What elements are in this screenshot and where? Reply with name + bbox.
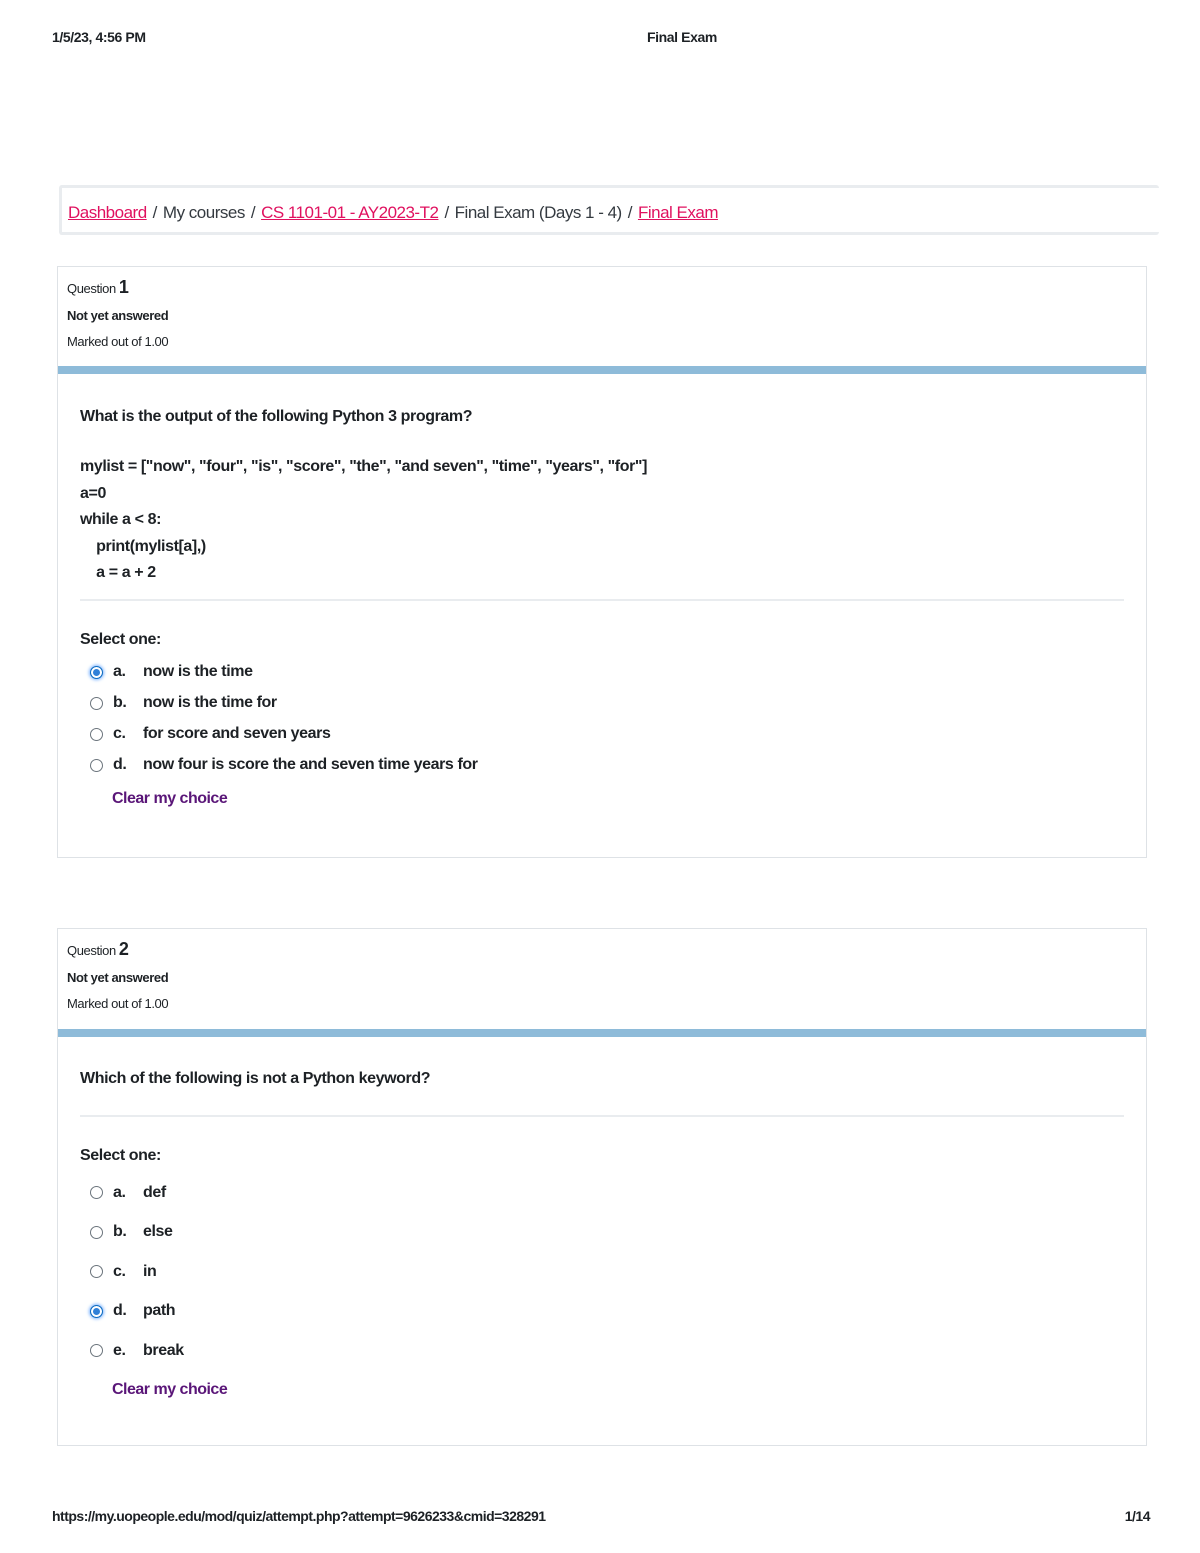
answer-text: now is the time <box>143 663 253 680</box>
question-divider <box>80 1115 1124 1117</box>
breadcrumb-dashboard-link[interactable]: Dashboard <box>68 203 147 222</box>
answer-text: now is the time for <box>143 694 277 711</box>
answer-list <box>80 1173 1124 1371</box>
breadcrumb-separator: / <box>444 203 449 222</box>
question-card-1 <box>57 266 1147 858</box>
answer-letter: b. <box>113 694 127 711</box>
breadcrumb-separator: / <box>152 203 157 222</box>
print-footer <box>52 1508 1150 1528</box>
answer-option-c[interactable] <box>80 1252 1124 1292</box>
answer-letter: d. <box>113 1302 127 1320</box>
answer-letter: a. <box>113 1183 126 1201</box>
question-card-2 <box>57 928 1147 1446</box>
radio-button-checked[interactable] <box>90 666 103 679</box>
breadcrumb-my-courses: My courses <box>162 203 245 222</box>
question-state: Not yet answered <box>67 970 169 985</box>
question-content <box>80 408 1124 808</box>
print-header <box>52 29 1148 49</box>
answer-list <box>80 657 1124 781</box>
answer-option-c[interactable] <box>80 719 1124 750</box>
answer-option-a[interactable] <box>80 657 1124 688</box>
answer-option-a[interactable] <box>80 1173 1124 1213</box>
question-accent-bar <box>58 366 1146 374</box>
radio-button[interactable] <box>90 1344 103 1357</box>
radio-button[interactable] <box>90 697 103 710</box>
breadcrumb <box>68 203 718 223</box>
question-info <box>67 277 168 349</box>
print-title: Final Exam <box>647 29 717 45</box>
radio-button[interactable] <box>90 1226 103 1239</box>
select-one-prompt: Select one: <box>80 1147 161 1164</box>
answer-letter: d. <box>113 756 127 773</box>
answer-letter: c. <box>113 1262 126 1280</box>
answer-letter: c. <box>113 725 126 742</box>
radio-button[interactable] <box>90 728 103 741</box>
answer-text: in <box>143 1262 157 1280</box>
question-number: 1 <box>118 277 129 297</box>
radio-button[interactable] <box>90 759 103 772</box>
breadcrumb-section: Final Exam (Days 1 - 4) <box>454 203 622 222</box>
answer-option-b[interactable] <box>80 688 1124 719</box>
answer-text: else <box>143 1223 173 1241</box>
answer-letter: e. <box>113 1341 126 1359</box>
answer-letter: a. <box>113 663 126 680</box>
radio-button[interactable] <box>90 1265 103 1278</box>
question-text: Which of the following is not a Python keyword? <box>80 1070 431 1087</box>
breadcrumb-quiz-link[interactable]: Final Exam <box>637 203 718 222</box>
answer-option-d[interactable] <box>80 750 1124 781</box>
question-grade: Marked out of 1.00 <box>67 334 169 349</box>
question-number: 2 <box>118 939 129 959</box>
question-info <box>67 939 168 1011</box>
question-label: Question <box>67 943 116 958</box>
breadcrumb-separator: / <box>250 203 256 222</box>
print-datetime: 1/5/23, 4:56 PM <box>52 29 146 45</box>
clear-my-choice-link[interactable]: Clear my choice <box>112 1380 228 1398</box>
question-code: mylist = ["now", "four", "is", "score", "the", "and seven", "time", "years", "for"] a=0 while a < 8: print(mylist[a],) a = a + 2 <box>80 458 648 581</box>
question-state: Not yet answered <box>67 308 169 323</box>
answer-option-d[interactable] <box>80 1292 1124 1332</box>
answer-text: path <box>143 1302 176 1320</box>
breadcrumb-bar <box>59 185 1159 235</box>
question-grade: Marked out of 1.00 <box>67 996 169 1011</box>
answer-text: now four is score the and seven time years for <box>143 756 478 773</box>
answer-letter: b. <box>113 1223 127 1241</box>
answer-text: break <box>143 1341 184 1359</box>
page-number: 1/14 <box>1124 1508 1150 1524</box>
question-content <box>80 1070 1124 1399</box>
answer-option-b[interactable] <box>80 1213 1124 1253</box>
select-one-prompt: Select one: <box>80 630 161 648</box>
breadcrumb-course-link[interactable]: CS 1101-01 - AY2023-T2 <box>261 203 439 222</box>
answer-option-e[interactable] <box>80 1331 1124 1371</box>
question-label: Question <box>67 281 116 296</box>
answer-text: for score and seven years <box>143 725 331 742</box>
breadcrumb-separator: / <box>627 203 632 222</box>
clear-my-choice-link[interactable]: Clear my choice <box>112 789 228 807</box>
radio-button-checked[interactable] <box>90 1305 103 1318</box>
print-url: https://my.uopeople.edu/mod/quiz/attempt.php?attempt=9626233&cmid=328291 <box>52 1508 546 1524</box>
radio-button[interactable] <box>90 1186 103 1199</box>
question-text: What is the output of the following Python 3 program? <box>80 408 473 425</box>
answer-text: def <box>143 1183 166 1201</box>
question-divider <box>80 599 1124 601</box>
question-accent-bar <box>58 1029 1146 1037</box>
